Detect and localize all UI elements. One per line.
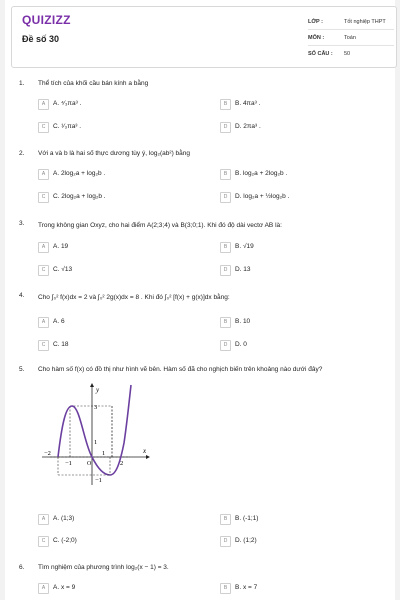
option-key-box: D xyxy=(220,536,231,547)
option-c[interactable] xyxy=(38,121,81,133)
question-count-value: 50 xyxy=(344,51,351,57)
option-b[interactable] xyxy=(220,513,258,525)
option-b[interactable] xyxy=(220,98,260,110)
option-label: B. (-1;1) xyxy=(235,515,259,522)
class-label: LỚP : xyxy=(308,19,323,25)
x-tick-label: 1 xyxy=(102,450,106,457)
option-label: C. ¹⁄₃πa³ . xyxy=(53,123,82,130)
option-label: D. 2πa³ . xyxy=(235,123,261,130)
option-d[interactable] xyxy=(220,339,247,351)
option-key-box: A xyxy=(38,169,49,180)
option-key-box: B xyxy=(220,242,231,253)
subject-value: Toán xyxy=(344,35,356,41)
option-key-box: C xyxy=(38,536,49,547)
question-text: Thể tích của khối cầu bán kính a bằng xyxy=(38,80,149,87)
option-d[interactable] xyxy=(220,121,261,133)
question-number: 1. xyxy=(19,80,25,87)
divider xyxy=(308,45,394,46)
option-label: A. 2log₂a + log₂b . xyxy=(53,170,106,177)
option-label: B. 4πa³ . xyxy=(235,100,261,107)
option-key-box: C xyxy=(38,340,49,351)
option-c[interactable] xyxy=(38,535,77,547)
x-tick-label: −2 xyxy=(44,450,51,457)
option-label: C. √13 xyxy=(53,266,73,273)
function-graph xyxy=(40,383,150,488)
option-key-box: D xyxy=(220,122,231,133)
option-label: D. 0 xyxy=(235,341,247,348)
y-tick-label: 3 xyxy=(94,404,98,411)
option-a[interactable] xyxy=(38,316,65,328)
option-key-box: A xyxy=(38,317,49,328)
question-number: 6. xyxy=(19,564,25,571)
question-number: 2. xyxy=(19,150,25,157)
option-key-box: C xyxy=(38,192,49,203)
question-text: Tìm nghiệm của phương trình log₂(x − 1) = 3. xyxy=(38,564,169,571)
option-label: B. x = 7 xyxy=(235,584,258,591)
question-text: Cho hàm số f(x) có đồ thị như hình vẽ bên. Hàm số đã cho nghịch biến trên khoảng nào dưới đây? xyxy=(38,366,323,373)
option-key-box: B xyxy=(220,169,231,180)
option-d[interactable] xyxy=(220,191,289,203)
option-a[interactable] xyxy=(38,168,105,180)
question-number: 3. xyxy=(19,220,25,227)
option-b[interactable] xyxy=(220,241,254,253)
option-key-box: D xyxy=(220,192,231,203)
option-key-box: D xyxy=(220,340,231,351)
option-b[interactable] xyxy=(220,582,257,594)
question-text: Trong không gian Oxyz, cho hai điểm A(2;3;4) và B(3;0;1). Khi đó độ dài vectơ AB là: xyxy=(38,222,282,229)
option-key-box: B xyxy=(220,514,231,525)
x-tick-label: 2 xyxy=(120,460,124,467)
option-label: A. x = 9 xyxy=(53,584,76,591)
option-a[interactable] xyxy=(38,98,81,110)
option-c[interactable] xyxy=(38,264,72,276)
origin-label: O xyxy=(87,461,92,467)
option-label: A. (1;3) xyxy=(53,515,75,522)
option-key-box: C xyxy=(38,265,49,276)
y-axis-label: y xyxy=(96,386,100,394)
option-key-box: A xyxy=(38,242,49,253)
option-label: A. ⁴⁄₃πa³ . xyxy=(53,100,82,107)
class-value: Tốt nghiệp THPT xyxy=(344,19,386,25)
question-number: 5. xyxy=(19,366,25,373)
y-tick-label: −1 xyxy=(95,477,102,484)
divider xyxy=(308,29,394,30)
option-d[interactable] xyxy=(220,535,257,547)
option-a[interactable] xyxy=(38,513,74,525)
question-count-label: SỐ CÂU : xyxy=(308,51,333,57)
subject-label: MÔN : xyxy=(308,35,325,41)
x-axis-arrow-icon xyxy=(146,455,150,459)
option-label: C. 18 xyxy=(53,341,69,348)
option-a[interactable] xyxy=(38,241,68,253)
option-label: D. log₂a + ½log₂b . xyxy=(235,193,290,200)
question-number: 4. xyxy=(19,292,25,299)
option-c[interactable] xyxy=(38,339,69,351)
option-label: C. 2log₂a + log₂b . xyxy=(53,193,106,200)
option-label: D. 13 xyxy=(235,266,251,273)
x-tick-label: −1 xyxy=(65,460,72,467)
option-d[interactable] xyxy=(220,264,251,276)
exam-title: Đề số 30 xyxy=(22,34,60,44)
option-label: A. 19 xyxy=(53,243,69,250)
option-key-box: A xyxy=(38,583,49,594)
option-label: C. (-2;0) xyxy=(53,537,77,544)
quizizz-logo: QUIZIZZ xyxy=(22,13,71,27)
option-label: B. √19 xyxy=(235,243,254,250)
question-text: Cho ∫₀² f(x)dx = 2 và ∫₀² 2g(x)dx = 8 . Khi đó ∫₀² [f(x) + g(x)]dx bằng: xyxy=(38,294,230,301)
exam-page xyxy=(5,0,395,600)
x-axis-label: x xyxy=(143,447,147,455)
option-b[interactable] xyxy=(220,168,287,180)
y-tick-label: 1 xyxy=(94,439,98,446)
option-key-box: B xyxy=(220,317,231,328)
option-key-box: A xyxy=(38,514,49,525)
question-text: Với a và b là hai số thực dương tùy ý, log₂(ab²) bằng xyxy=(38,150,190,157)
option-key-box: D xyxy=(220,265,231,276)
option-key-box: B xyxy=(220,99,231,110)
option-a[interactable] xyxy=(38,582,75,594)
option-label: B. log₂a + 2log₂b . xyxy=(235,170,288,177)
option-key-box: C xyxy=(38,122,49,133)
option-label: B. 10 xyxy=(235,318,251,325)
option-key-box: A xyxy=(38,99,49,110)
option-b[interactable] xyxy=(220,316,250,328)
option-label: D. (1;2) xyxy=(235,537,257,544)
option-c[interactable] xyxy=(38,191,106,203)
exam-header xyxy=(11,6,397,68)
option-key-box: B xyxy=(220,583,231,594)
option-label: A. 6 xyxy=(53,318,65,325)
y-axis-arrow-icon xyxy=(90,383,94,387)
